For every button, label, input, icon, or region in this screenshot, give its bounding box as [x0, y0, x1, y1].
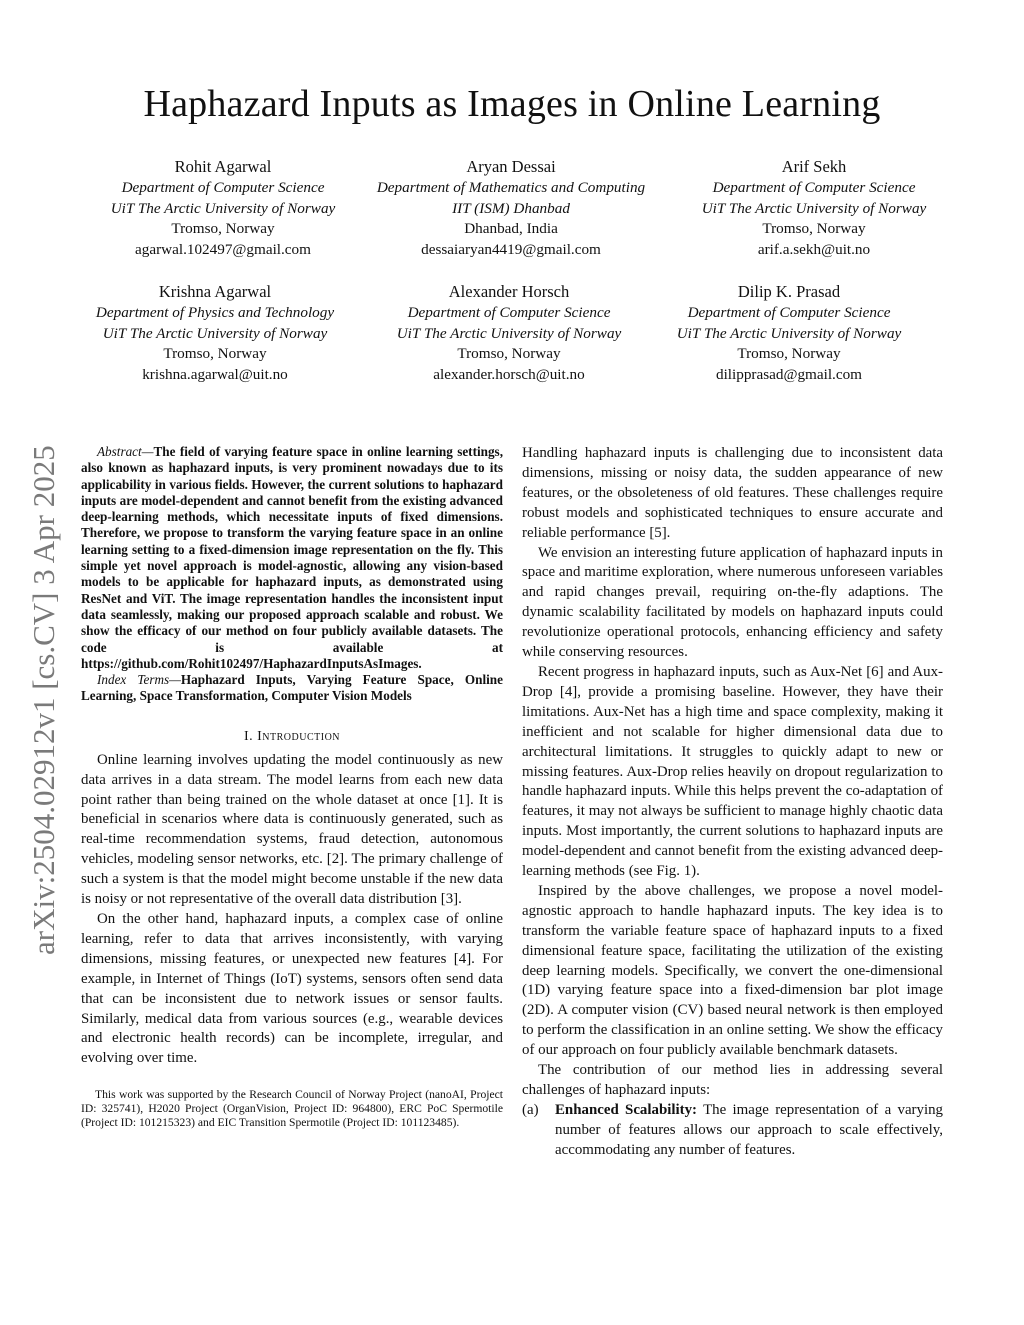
author-block: [634, 281, 944, 385]
paragraph: We envision an interesting future application of haphazard inputs in space and maritime exploration, where numerous unforeseen variables and rapid changes prevail, requiring on-the-fly adaptions. The dynamic scalability facilitated by models on haphazard inputs could revolutionize operational protocols, enhancing efficiency and safety while conserving resources.: [522, 544, 943, 661]
author-institution: IIT (ISM) Dhanbad: [452, 199, 570, 217]
author-institution: UiT The Arctic University of Norway: [701, 199, 927, 217]
index-terms-label: Index Terms: [97, 672, 170, 688]
index-terms-text: Haphazard Inputs, Varying Feature Space, Online Learning, Space Transformation, Computer Vision Models: [81, 672, 503, 704]
author-block: [354, 281, 664, 385]
paragraph: Handling haphazard inputs is challenging due to inconsistent data dimensions, missing or noisy data, the sudden appearance of new features, or the obsoleteness of old features. These challenges require robust models and sophisticated techniques to ensure accurate and reliable performance [5].: [522, 445, 943, 541]
author-block: [659, 156, 969, 260]
paragraph: Inspired by the above challenges, we propose a novel model-agnostic approach to handle haphazard inputs. The key idea is to transform the variable feature space of haphazard inputs to a fixed dimensional feature space, facilitating the utilization of the existing deep learning models. Specifically, we convert the one-dimensional (1D) varying feature space into a fixed-dimension bar plot image (2D). A computer vision (CV) based neural network is then employed to perform the classification in an online setting. We show the efficacy of our approach on four publicly available benchmark datasets.: [522, 882, 943, 1059]
author-city: Tromso, Norway: [762, 220, 866, 237]
author-city: Tromso, Norway: [171, 220, 275, 237]
author-department: Department of Mathematics and Computing: [376, 179, 646, 196]
paper-title: Haphazard Inputs as Images in Online Learning: [143, 83, 881, 125]
author-institution: UiT The Arctic University of Norway: [102, 324, 328, 342]
left-column: [81, 444, 503, 1131]
paragraph: On the other hand, haphazard inputs, a complex case of online learning, refer to data that arrives inconsistently, with varying dimensions, missing features, or unexpected new features [4]. For example, in Internet of Things (IoT) systems, sensors often send data that can be inconsistent due to network issues or sensor faults. Similarly, medical data from various sources (e.g., wearable devices and electronic health records) can be incomplete, irregular, and evolving over time.: [81, 911, 503, 1067]
section-title: Introduction: [257, 728, 341, 744]
author-name: Dilip K. Prasad: [737, 282, 841, 301]
section-number: I.: [243, 728, 254, 744]
list-item-text: The image representation of a varying number of features allows our approach to scale effectively, accommodating any number of features.: [555, 1101, 943, 1158]
author-block: [68, 156, 378, 260]
author-department: Department of Computer Science: [712, 179, 916, 196]
author-institution: UiT The Arctic University of Norway: [110, 199, 336, 217]
author-block: [60, 281, 370, 385]
author-email: arif.a.sekh@uit.no: [757, 240, 871, 258]
author-department: Department of Physics and Technology: [95, 304, 335, 321]
author-department: Department of Computer Science: [407, 304, 611, 321]
author-institution: UiT The Arctic University of Norway: [676, 324, 902, 342]
paragraph: The contribution of our method lies in addressing several challenges of haphazard inputs:: [522, 1062, 943, 1098]
author-email: dessaiaryan4419@gmail.com: [421, 240, 601, 258]
author-email: agarwal.102497@gmail.com: [135, 240, 311, 258]
list-item-label: (a): [522, 1101, 539, 1118]
author-name: Arif Sekh: [781, 157, 847, 176]
author-city: Tromso, Norway: [457, 345, 561, 362]
right-column: [522, 444, 943, 1161]
list-item-heading: Enhanced Scalability:: [555, 1101, 698, 1118]
author-name: Rohit Agarwal: [174, 157, 272, 176]
abstract-label: Abstract: [97, 444, 142, 459]
author-email: dilipprasad@gmail.com: [715, 365, 862, 383]
author-city: Tromso, Norway: [163, 345, 267, 362]
author-city: Tromso, Norway: [737, 345, 841, 362]
author-city: Dhanbad, India: [464, 220, 558, 237]
paragraph: Online learning involves updating the model continuously as new data arrives in a data stream. The model learns from each new data point rather than being trained on the whole dataset at once [1]. It is beneficial in scenarios where data is continuously generated, such as real-time recommendation systems, fraud detection, autonomous vehicles, modeling sensor networks, etc. [2]. The primary challenge of such a system is that the model might become unstable if the new data is noisy or not representative of the overall data distribution [3].: [81, 751, 503, 908]
abstract-text: The field of varying feature space in online learning settings, also known as haphazard inputs, is very prominent nowadays due to its applicability in various fields. However, the current solutions to haphazard inputs are model-dependent and cannot benefit from the existing advanced deep-learning methods, which necessitate inputs of fixed dimensions. Therefore, we propose to transform the varying feature space in an online learning setting to a fixed-dimension image representation on the fly. This simple yet novel approach is model-agnostic, allowing any vision-based models to be applicable for haphazard inputs, as demonstrated using ResNet and ViT. The image representation handles the inconsistent input data seamlessly, making our proposed approach scalable and robust. We show the efficacy of our method on four publicly available datasets. The code is available at https://github.com/Rohit102497/HaphazardInputsAsImages.: [81, 444, 503, 671]
author-department: Department of Computer Science: [121, 179, 325, 196]
list-item: [522, 1101, 943, 1161]
author-name: Krishna Agarwal: [158, 282, 272, 301]
index-terms: Index Terms—Haphazard Inputs, Varying Feature Space, Online Learning, Space Transformation, Computer Vision Models: [81, 672, 503, 704]
author-name: Alexander Horsch: [448, 282, 570, 301]
author-email: alexander.horsch@uit.no: [433, 365, 585, 383]
author-block: [356, 156, 666, 260]
arxiv-identifier: arXiv:2504.02912v1 [cs.CV] 3 Apr 2025: [26, 445, 61, 955]
author-name: Aryan Dessai: [466, 157, 556, 176]
footnote: This work was supported by the Research Council of Norway Project (nanoAI, Project ID: 325741), H2020 Project (OrganVision, Project ID: 964800), ERC PoC Spermotile (Project ID: 101215323) and EIC Transition Spermotile (Project ID: 101123485).: [81, 1088, 503, 1130]
paragraph: Recent progress in haphazard inputs, such as Aux-Net [6] and Aux-Drop [4], provide a promising baseline. However, they have their limitations. Aux-Net has a high time and space complexity, making it inefficient and not scalable for higher dimensional data due to architectural limitations. It struggles to quickly adapt to new or missing features. Aux-Drop relies heavily on dropout regularization to handle haphazard inputs. While this helps prevent the co-adaptation of features, it may not always be sufficient to manage highly chaotic data inputs. Most importantly, the current solutions to haphazard inputs are model-dependent and cannot benefit from the existing advanced deep-learning methods (see Fig. 1).: [522, 663, 943, 880]
author-email: krishna.agarwal@uit.no: [142, 365, 288, 383]
author-institution: UiT The Arctic University of Norway: [396, 324, 622, 342]
author-department: Department of Computer Science: [687, 304, 891, 321]
section-heading: [81, 729, 503, 745]
abstract: Abstract—The field of varying feature space in online learning settings, also known as haphazard inputs, is very prominent nowadays due to its applicability in various fields. However, the current solutions to haphazard inputs are model-dependent and cannot benefit from the existing advanced deep-learning methods, which necessitate inputs of fixed dimensions. Therefore, we propose to transform the varying feature space in an online learning setting to a fixed-dimension image representation on the fly. This simple yet novel approach is model-agnostic, allowing any vision-based models to be applicable for haphazard inputs, as demonstrated using ResNet and ViT. The image representation handles the inconsistent input data seamlessly, making our proposed approach scalable and robust. We show the efficacy of our method on four publicly available datasets. The code is available at https://github.com/Rohit102497/HaphazardInputsAsImages.: [81, 444, 503, 671]
